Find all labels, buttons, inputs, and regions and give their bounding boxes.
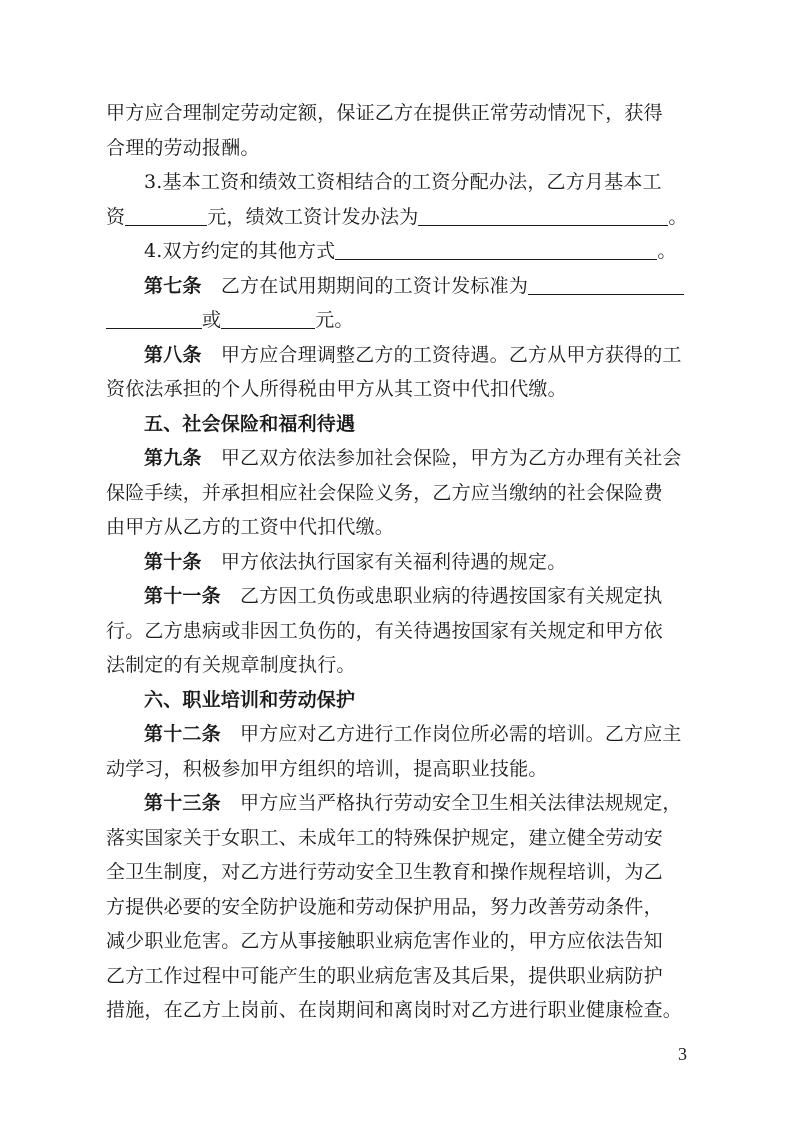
document-body	[106, 96, 698, 1028]
section-heading: 五、社会保险和福利待遇	[144, 412, 356, 435]
text-line: 动学习，积极参加甲方组织的培训，提高职业技能。	[106, 757, 548, 780]
section-heading: 六、职业培训和劳动保护	[144, 688, 356, 711]
article-label: 第八条	[144, 343, 202, 366]
page-number: 3	[678, 1044, 687, 1064]
text-line: 行。乙方患病或非因工负伤的，有关待遇按国家有关规定和甲方依	[106, 619, 663, 642]
probation-wage-blank-2[interactable]	[106, 308, 202, 329]
article-label: 第十条	[144, 550, 202, 573]
article-label: 第十三条	[144, 792, 221, 814]
probation-wage-blank[interactable]	[528, 274, 684, 295]
article-label: 第十二条	[144, 723, 221, 745]
article-label: 第十一条	[144, 585, 221, 607]
text-line: 资 元，绩效工资计发办法为 。	[106, 205, 688, 228]
text-line: 乙方工作过程中可能产生的职业病危害及其后果，提供职业病防护	[106, 964, 663, 987]
text-line: 方提供必要的安全防护设施和劳动保护用品，努力改善劳动条件，	[106, 895, 663, 918]
base-wage-blank[interactable]	[125, 205, 207, 226]
text-line: 或 元。	[106, 303, 698, 338]
other-method-blank[interactable]	[335, 239, 657, 260]
text-line: 措施，在乙方上岗前、在岗期间和离岗时对乙方进行职业健康检查。	[106, 999, 683, 1021]
performance-pay-method-blank[interactable]	[418, 205, 668, 226]
text-line: 保险手续，并承担相应社会保险义务，乙方应当缴纳的社会保险费	[106, 481, 663, 504]
article-8: 第八条 甲方应合理调整乙方的工资待遇。乙方从甲方获得的工	[144, 343, 682, 366]
text-line: 减少职业危害。乙方从事接触职业病危害作业的，甲方应依法告知	[106, 930, 663, 952]
text-line: 法制定的有关规章制度执行。	[106, 654, 356, 676]
probation-wage-blank-3[interactable]	[221, 308, 315, 329]
article-11: 第十一条 乙方因工负伤或患职业病的待遇按国家有关规定执	[144, 585, 663, 607]
article-label: 第九条	[144, 447, 202, 469]
article-7: 第七条 乙方在试用期期间的工资计发标准为	[106, 269, 698, 304]
text-line: 由甲方从乙方的工资中代扣代缴。	[106, 516, 395, 538]
text-line: 落实国家关于女职工、未成年工的特殊保护规定，建立健全劳动安	[106, 826, 663, 849]
text-line: 4.双方约定的其他方式 。	[144, 240, 677, 262]
article-13: 第十三条 甲方应当严格执行劳动安全卫生相关法律法规规定，	[144, 792, 682, 814]
article-label: 第七条	[144, 274, 202, 297]
text-line: 甲方应合理制定劳动定额，保证乙方在提供正常劳动情况下，获得	[106, 102, 663, 124]
text-line: 资依法承担的个人所得税由甲方从其工资中代扣代缴。	[106, 378, 567, 400]
text-line: 3.基本工资和绩效工资相结合的工资分配办法，乙方月基本工	[144, 171, 662, 193]
text-line: 合理的劳动报酬。	[106, 136, 260, 159]
article-9: 第九条 甲乙双方依法参加社会保险，甲方为乙方办理有关社会	[144, 447, 682, 469]
article-10: 第十条 甲方依法执行国家有关福利待遇的规定。	[144, 550, 567, 573]
text-line: 全卫生制度，对乙方进行劳动安全卫生教育和操作规程培训，为乙	[106, 861, 663, 883]
article-12: 第十二条 甲方应对乙方进行工作岗位所必需的培训。乙方应主	[144, 723, 682, 745]
